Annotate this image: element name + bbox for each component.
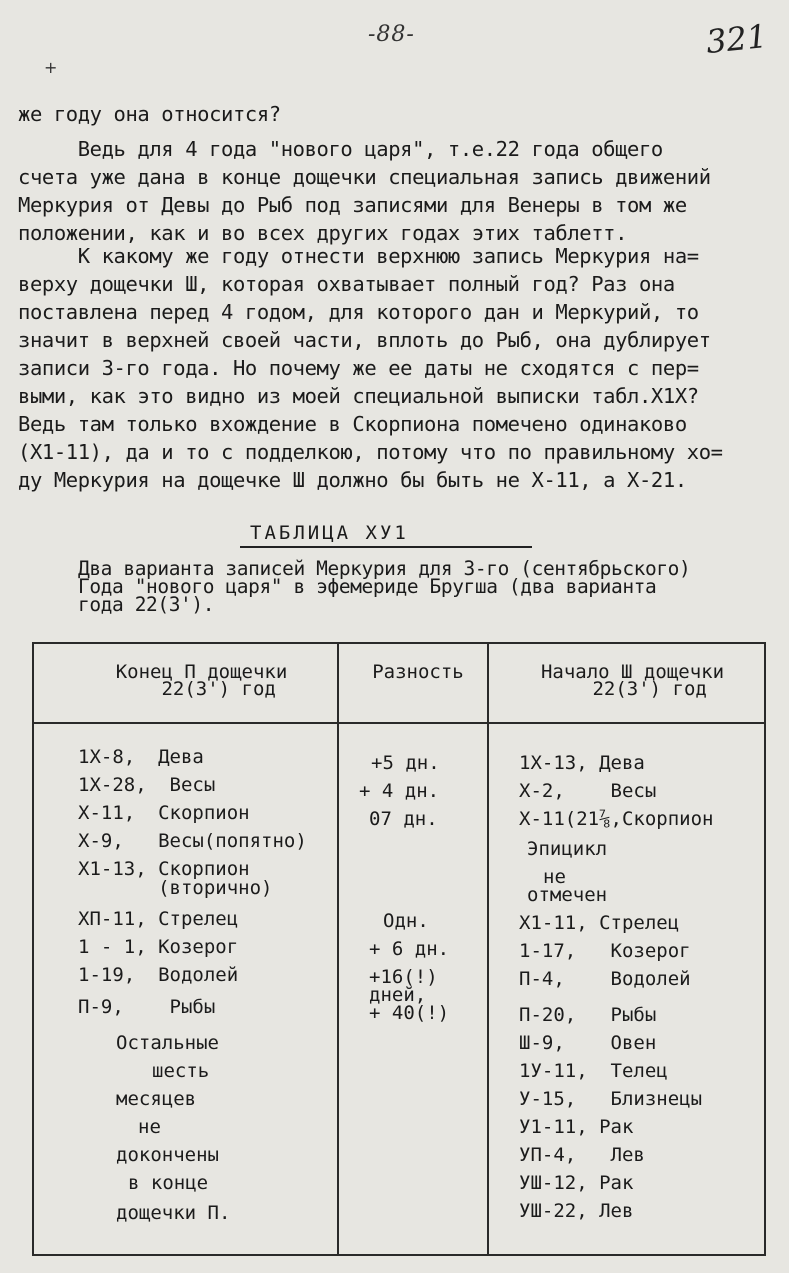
table-cell-entry: Эпицикл bbox=[527, 838, 608, 860]
table-cell-entry: Х-11, Скорпион bbox=[78, 802, 250, 824]
text-line: выми, как это видно из моей специальной выписки табл.Х1Х? bbox=[18, 384, 699, 408]
title-underline bbox=[240, 546, 532, 548]
table-header-row bbox=[33, 643, 765, 723]
text-line: Ведь для 4 года "нового царя", т.е.22 года общего bbox=[18, 137, 663, 161]
archive-folio-number: 321 bbox=[704, 16, 769, 62]
table-cell-entry: УШ-12, Рак bbox=[519, 1172, 634, 1194]
table-cell-entry: У1-11, Рак bbox=[519, 1116, 634, 1138]
table-cell-entry: дощечки П. bbox=[116, 1202, 231, 1224]
table-cell-entry: ХП-11, Стрелец bbox=[78, 908, 239, 930]
table-cell-entry: +16(!) bbox=[369, 966, 438, 988]
table-cell-entry: + 6 дн. bbox=[369, 938, 450, 960]
table-cell-entry: докончены bbox=[116, 1144, 219, 1166]
table-cell-entry: +5 дн. bbox=[371, 752, 440, 774]
table-cell-entry: Х-11(21⅞,Скорпион bbox=[519, 808, 714, 830]
table-title: ТАБЛИЦА ХУ1 bbox=[250, 522, 409, 544]
table-cell-entry: не bbox=[543, 866, 566, 888]
text-line: верху дощечки Ш, которая охватывает полный год? Раз она bbox=[18, 272, 675, 296]
table-cell-entry: П-9, Рыбы bbox=[78, 996, 216, 1018]
table-cell-entry: У-15, Близнецы bbox=[519, 1088, 703, 1110]
column-difference bbox=[338, 723, 488, 1255]
table-cell-entry: 1У-11, Телец bbox=[519, 1060, 668, 1082]
table-cell-entry: не bbox=[138, 1116, 161, 1138]
table-cell-entry: отмечен bbox=[527, 884, 608, 906]
text-line: Ведь там только вхождение в Скорпиона помечено одинаково bbox=[18, 412, 687, 436]
table-cell-entry: + 4 дн. bbox=[359, 780, 440, 802]
table-cell-entry: 07 дн. bbox=[369, 808, 438, 830]
column-header-difference: Разность bbox=[338, 643, 488, 723]
table-cell-entry: П-4, Водолей bbox=[519, 968, 691, 990]
text-line: поставлена перед 4 годом, для которого дан и Меркурий, то bbox=[18, 300, 699, 324]
table-cell-entry: шесть bbox=[152, 1060, 210, 1082]
text-line: значит в верхней своей части, вплоть до Рыб, она дублирует bbox=[18, 328, 711, 352]
table-cell-entry: дней, bbox=[369, 984, 427, 1006]
table-cell-entry: 1-17, Козерог bbox=[519, 940, 691, 962]
table-cell-entry: Одн. bbox=[383, 910, 429, 932]
column-header-start-of-tablet-3: Начало Ш дощечки 22(3') год bbox=[488, 643, 765, 723]
text-line: же году она относится? bbox=[18, 102, 281, 126]
table-cell-entry: П-20, Рыбы bbox=[519, 1004, 657, 1026]
page-number: -88- bbox=[368, 22, 415, 47]
table-cell-entry: 1Х-28, Весы bbox=[78, 774, 216, 796]
table-cell-entry: 1Х-13, Дева bbox=[519, 752, 645, 774]
column-end-of-tablet-2 bbox=[33, 723, 338, 1255]
table-cell-entry: Остальные bbox=[116, 1032, 219, 1054]
column-start-of-tablet-3 bbox=[488, 723, 765, 1255]
margin-mark: + bbox=[44, 58, 58, 77]
caption-line: Два варианта записей Меркурия для 3-го (сентябрьского) bbox=[78, 557, 691, 580]
text-line: записи 3-го года. Но почему же ее даты не сходятся с пер= bbox=[18, 356, 699, 380]
caption-line: года 22(3'). bbox=[78, 593, 215, 616]
table-cell-entry: (вторично) bbox=[78, 877, 273, 899]
column-header-end-of-tablet-2: Конец П дощечки 22(3') год bbox=[33, 643, 338, 723]
text-line: положении, как и во всех других годах этих таблетт. bbox=[18, 221, 628, 245]
text-line: К какому же году отнести верхнюю запись Меркурия на= bbox=[18, 244, 699, 268]
table-cell-entry: 1 - 1, Козерог bbox=[78, 936, 239, 958]
table-body-row bbox=[33, 723, 765, 1255]
text-line: Меркурия от Девы до Рыб под записями для Венеры в том же bbox=[18, 193, 687, 217]
table-cell-entry: Х1-13, Скорпион bbox=[78, 858, 250, 880]
text-line: (Х1-11), да и то с подделкою, потому что по правильному хо= bbox=[18, 440, 723, 464]
table-cell-entry: 1-19, Водолей bbox=[78, 964, 239, 986]
table-cell-entry: УП-4, Лев bbox=[519, 1144, 645, 1166]
table-cell-entry: Х1-11, Стрелец bbox=[519, 912, 680, 934]
text-line: ду Меркурия на дощечке Ш должно бы быть не Х-11, а Х-21. bbox=[18, 468, 687, 492]
table-cell-entry: 1Х-8, Дева bbox=[78, 746, 204, 768]
table-cell-entry: Х-9, Весы(попятно) bbox=[78, 830, 307, 852]
text-line: счета уже дана в конце дощечки специальная запись движений bbox=[18, 165, 711, 189]
table-cell-entry: Ш-9, Овен bbox=[519, 1032, 657, 1054]
table-cell-entry: + 40(!) bbox=[369, 1002, 450, 1024]
table-cell-entry: в конце bbox=[128, 1172, 209, 1194]
caption-line: Года "нового царя" в эфемериде Бругша (два варианта bbox=[78, 575, 657, 598]
table-cell-entry: месяцев bbox=[116, 1088, 197, 1110]
table-cell-entry: УШ-22, Лев bbox=[519, 1200, 634, 1222]
mercury-records-table bbox=[32, 642, 766, 1256]
table-cell-entry: Х-2, Весы bbox=[519, 780, 657, 802]
